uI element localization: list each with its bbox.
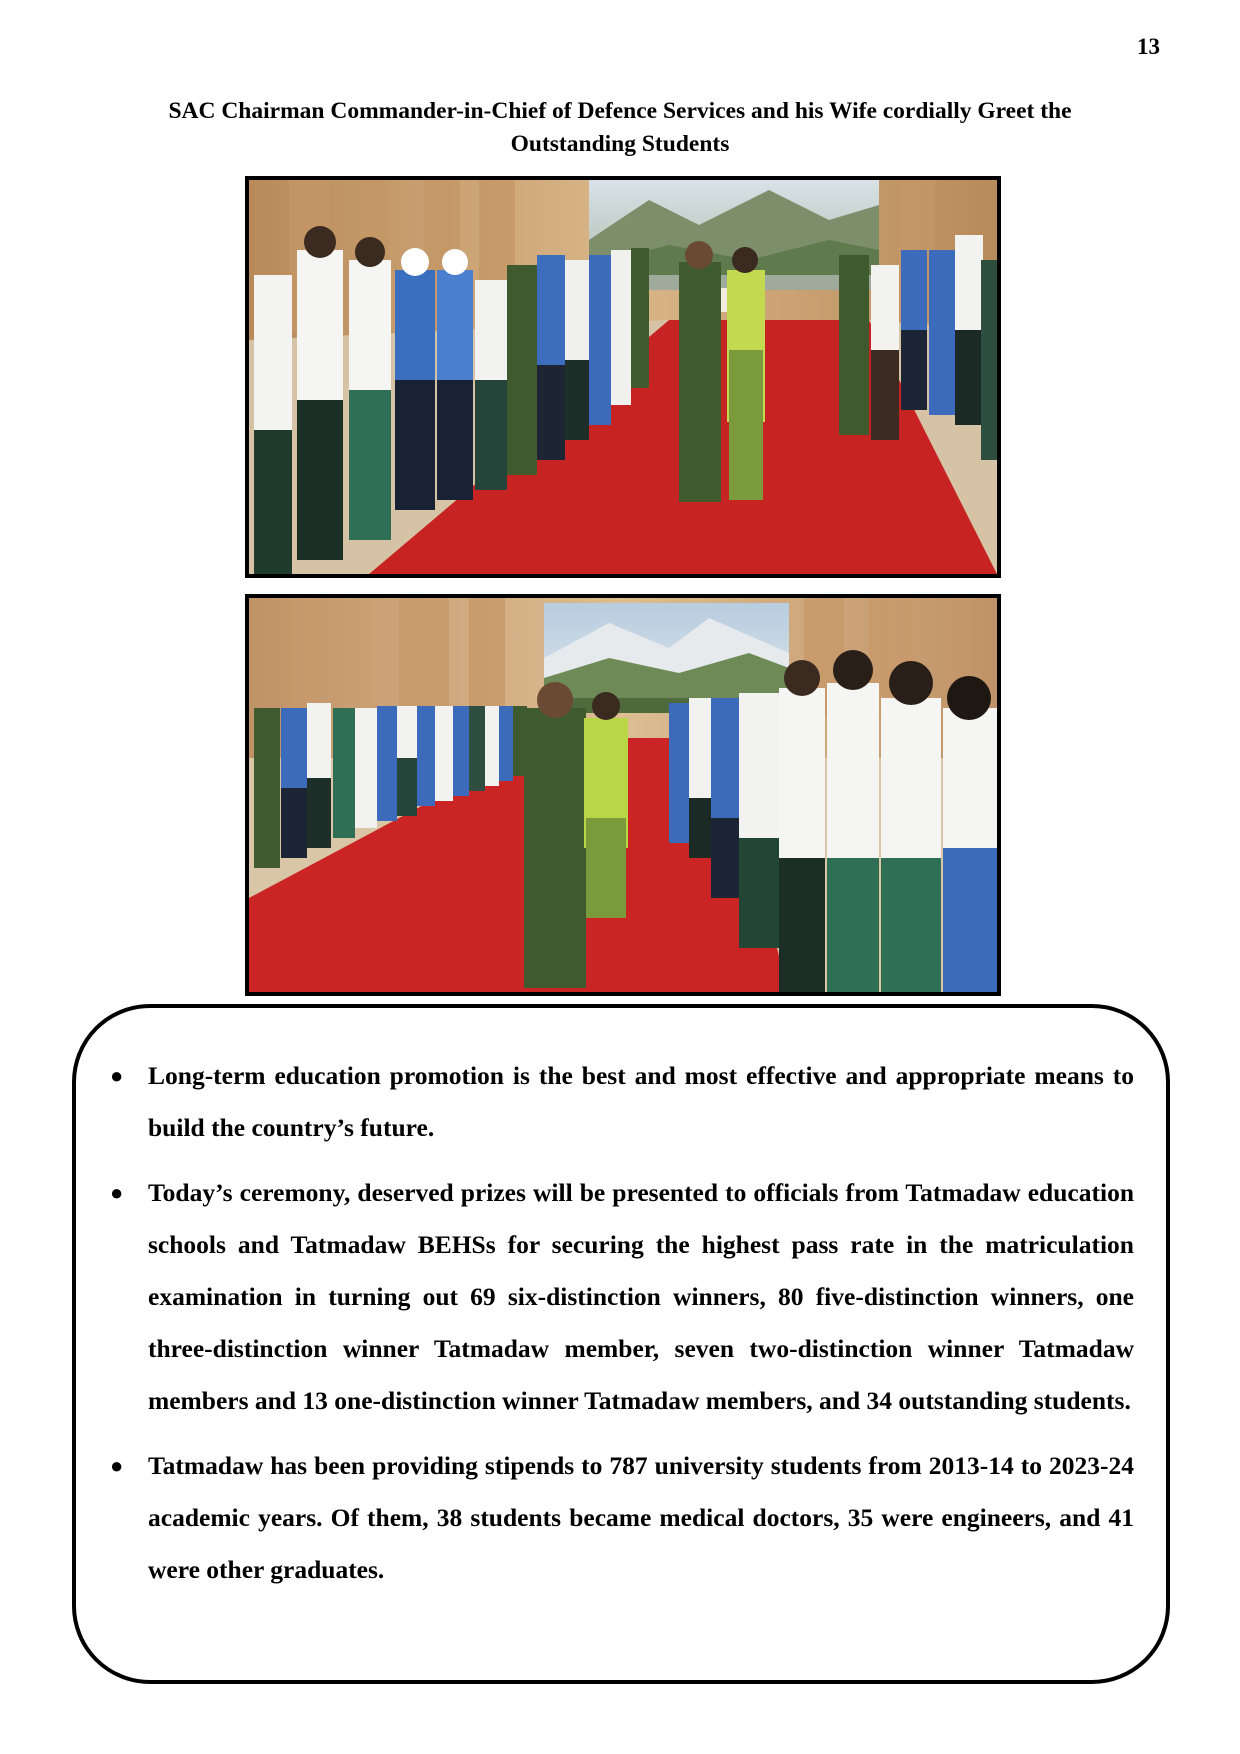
bullet-dot-icon: ● [110, 1180, 124, 1205]
event-photo-2 [245, 594, 1001, 996]
key-point-text: Long-term education promotion is the best and most effective and appropriate means to build the country’s future. [148, 1061, 1134, 1142]
key-points-list [110, 1050, 1134, 1609]
key-point-text: Today’s ceremony, deserved prizes will be presented to officials from Tatmadaw education schools and Tatmadaw BEHSs for securing the highest pass rate in the matriculation examination in turning out 69 six-distinction winners, 80 five-distinction winners, one three-distinction winner Tatmadaw member, seven two-distinction winner Tatmadaw members and 13 one-distinction winner Tatmadaw members, and 34 outstanding students. [148, 1178, 1134, 1415]
key-points-box [72, 1004, 1170, 1684]
event-photo-1 [245, 176, 1001, 578]
page-number: 13 [1137, 34, 1160, 59]
bullet-dot-icon: ● [110, 1453, 124, 1478]
key-point [110, 1440, 1134, 1596]
key-point-text: Tatmadaw has been providing stipends to 787 university students from 2013-14 to 2023-24 academic years. Of them, 38 students became medical doctors, 35 were engineers, and 41 were other graduates. [148, 1451, 1134, 1584]
key-point [110, 1050, 1134, 1154]
bullet-dot-icon: ● [110, 1063, 124, 1088]
page-title: SAC Chairman Commander-in-Chief of Defence Services and his Wife cordially Greet the Outstanding Students [168, 98, 1072, 157]
key-point [110, 1167, 1134, 1427]
